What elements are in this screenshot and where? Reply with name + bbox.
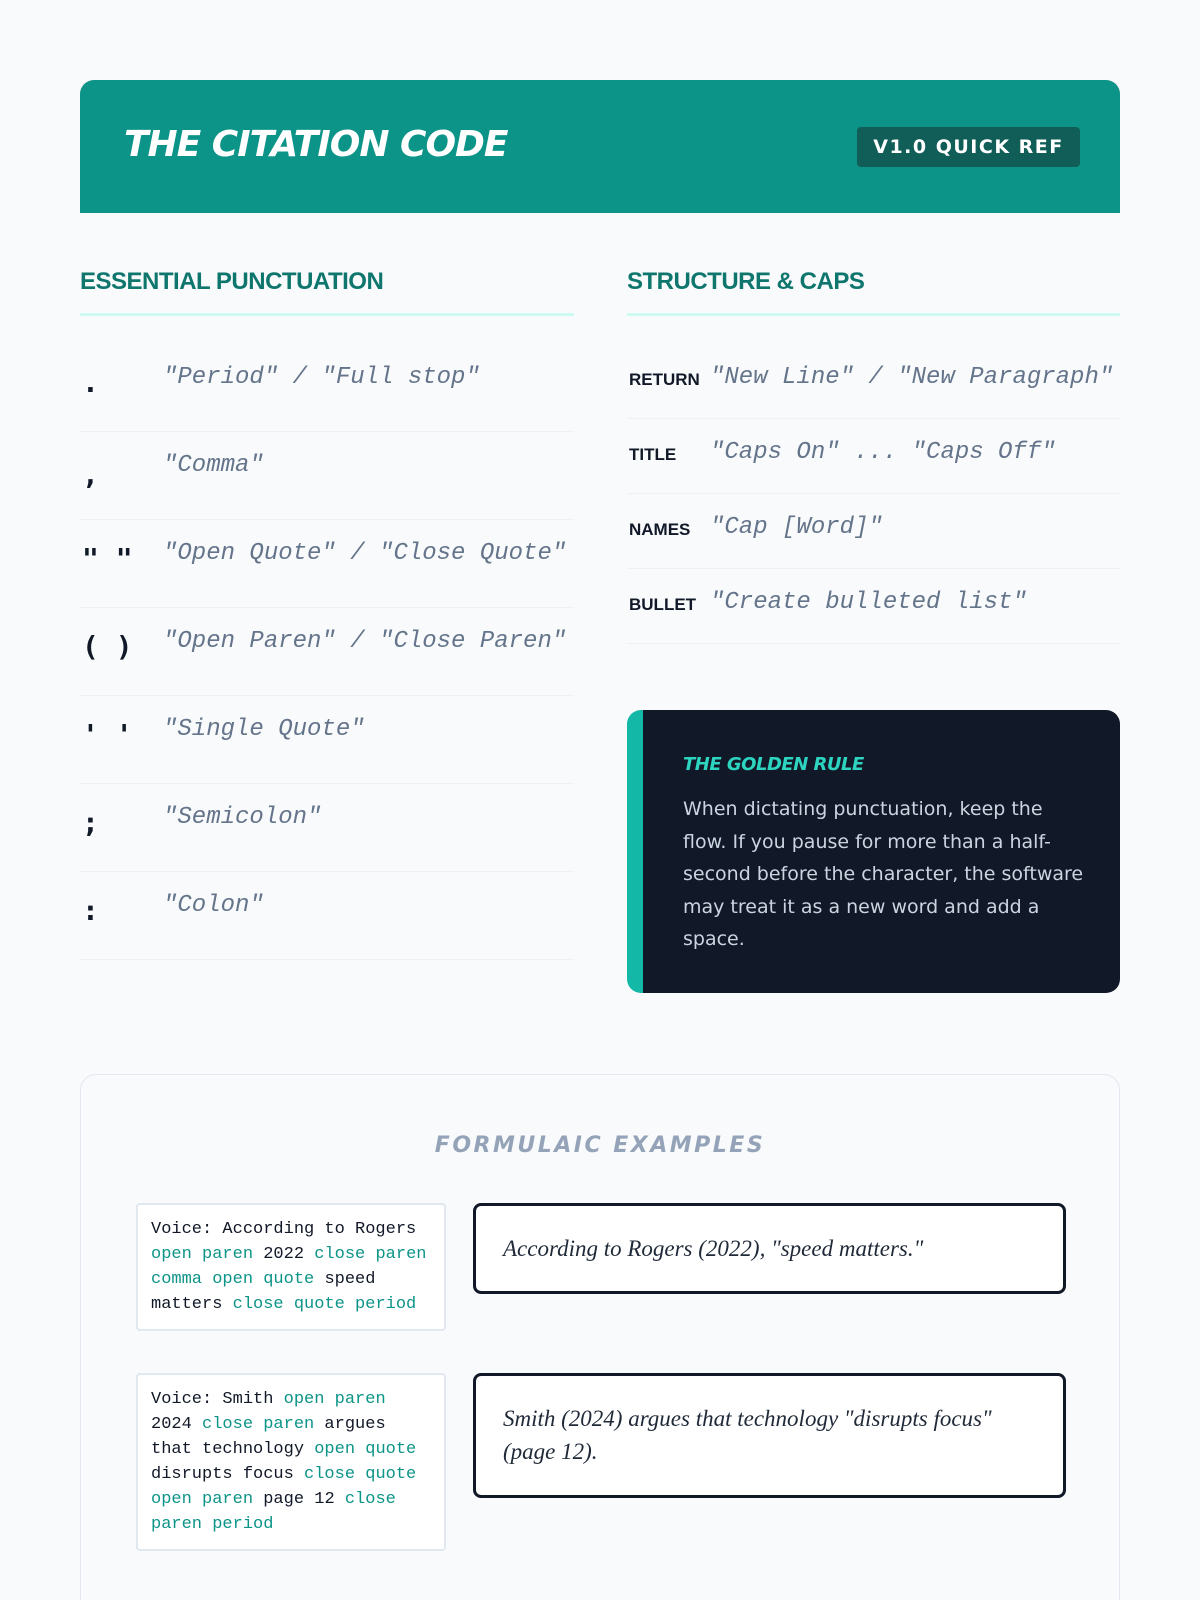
golden-rule-text: When dictating punctuation, keep the flow. If you pause for more than a half-second before the character, the software may treat it as a new word and add a space. xyxy=(683,798,1084,950)
voice-command: "Period" / "Full stop" xyxy=(163,364,480,391)
voice-text xyxy=(202,1515,212,1534)
voice-text: Voice: Smith xyxy=(151,1390,284,1409)
voice-keyword: open quote xyxy=(212,1270,315,1289)
voice-text: argues that technology xyxy=(151,1415,386,1459)
examples-panel xyxy=(80,1074,1120,1600)
voice-text: 2022 xyxy=(253,1245,315,1264)
punctuation-symbol: " " xyxy=(82,542,133,575)
punctuation-symbol: ( ) xyxy=(82,630,133,663)
punctuation-symbol: , xyxy=(82,458,99,491)
structure-row xyxy=(627,494,1120,569)
structure-row xyxy=(627,344,1120,419)
voice-text xyxy=(345,1295,355,1314)
voice-input-example xyxy=(136,1203,446,1331)
golden-rule-title: THE GOLDEN RULE xyxy=(683,754,864,775)
voice-command: "Semicolon" xyxy=(163,804,322,831)
punctuation-symbol: ; xyxy=(82,806,99,839)
punctuation-row xyxy=(80,784,574,872)
golden-rule-callout xyxy=(627,710,1120,993)
voice-command: "Colon" xyxy=(163,892,264,919)
page-title: THE CITATION CODE xyxy=(124,124,508,165)
transcribed-result: According to Rogers (2022), "speed matters." xyxy=(473,1203,1066,1294)
structure-row xyxy=(627,419,1120,494)
voice-text: speed matters xyxy=(151,1270,376,1314)
header-banner xyxy=(80,80,1120,213)
structure-section-title: STRUCTURE & CAPS xyxy=(627,268,1120,316)
punctuation-symbol: . xyxy=(82,366,99,399)
voice-keyword: open paren xyxy=(283,1390,386,1409)
voice-command: "Caps On" ... "Caps Off" xyxy=(710,439,1056,466)
punctuation-row xyxy=(80,344,574,432)
punctuation-row xyxy=(80,608,574,696)
voice-input-example xyxy=(136,1373,446,1551)
punctuation-row xyxy=(80,432,574,520)
voice-command: "Create bulleted list" xyxy=(710,589,1027,616)
voice-text: 2024 xyxy=(151,1415,203,1434)
structure-key: NAMES xyxy=(629,520,691,539)
voice-command: "Comma" xyxy=(163,452,264,479)
voice-text xyxy=(202,1270,212,1289)
voice-keyword: comma xyxy=(151,1270,203,1289)
voice-keyword: close paren xyxy=(202,1415,315,1434)
voice-command: "Single Quote" xyxy=(163,716,365,743)
voice-keyword: open paren xyxy=(151,1245,254,1264)
punctuation-symbol: ' ' xyxy=(82,718,133,751)
voice-command: "New Line" / "New Paragraph" xyxy=(710,364,1114,391)
voice-keyword: close paren xyxy=(151,1490,396,1534)
examples-title: FORMULAIC EXAMPLES xyxy=(434,1133,766,1158)
structure-key: TITLE xyxy=(629,445,677,464)
punctuation-symbol: : xyxy=(82,894,99,927)
voice-keyword: close quote xyxy=(304,1465,417,1484)
voice-keyword: period xyxy=(212,1515,274,1534)
voice-keyword: close quote xyxy=(232,1295,345,1314)
version-badge: V1.0 QUICK REF xyxy=(857,127,1080,167)
voice-text: Voice: According to Rogers xyxy=(151,1220,417,1239)
punctuation-row xyxy=(80,520,574,608)
punctuation-row xyxy=(80,696,574,784)
voice-keyword: period xyxy=(355,1295,417,1314)
voice-command: "Open Quote" / "Close Quote" xyxy=(163,540,567,567)
voice-keyword: close paren xyxy=(314,1245,427,1264)
structure-key: RETURN xyxy=(629,370,700,389)
voice-text: disrupts focus xyxy=(151,1465,305,1484)
voice-command: "Cap [Word]" xyxy=(710,514,883,541)
punctuation-list xyxy=(80,344,574,960)
transcribed-result: Smith (2024) argues that technology "disrupts focus" (page 12). xyxy=(473,1373,1066,1498)
voice-keyword: open quote xyxy=(314,1440,417,1459)
punctuation-section-title: ESSENTIAL PUNCTUATION xyxy=(80,268,574,316)
voice-text: page 12 xyxy=(253,1490,345,1509)
voice-command: "Open Paren" / "Close Paren" xyxy=(163,628,567,655)
voice-keyword: open paren xyxy=(151,1490,254,1509)
structure-key: BULLET xyxy=(629,595,697,614)
structure-list xyxy=(627,344,1120,644)
punctuation-row xyxy=(80,872,574,960)
structure-row xyxy=(627,569,1120,644)
